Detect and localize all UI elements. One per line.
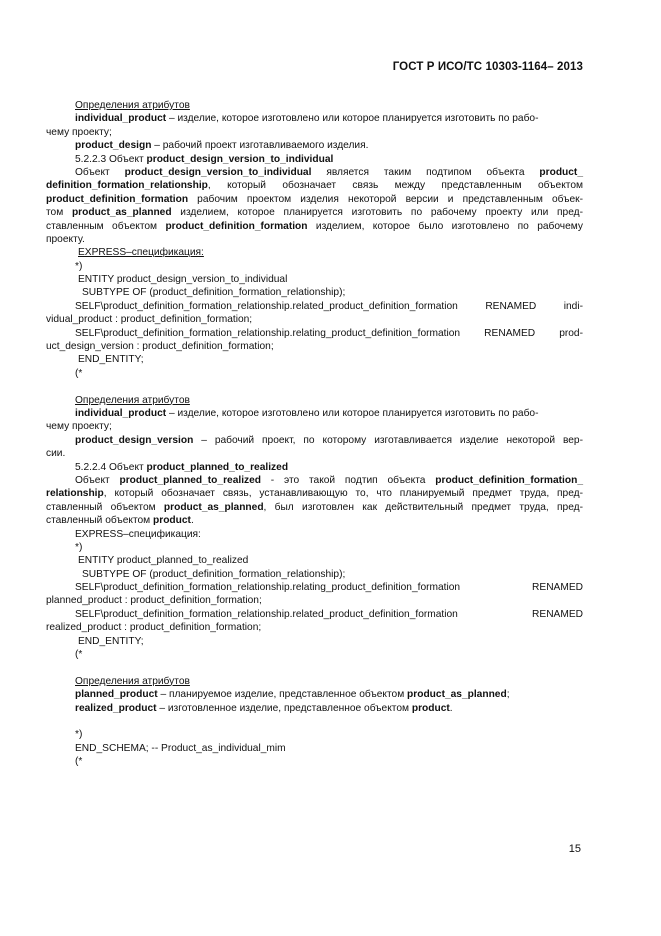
code-line: *)	[75, 729, 83, 741]
paragraph-line: product_definition_formation рабочим проектом изделия некоторой версии и представленным объек-	[46, 193, 583, 205]
code-line: ENTITY product_planned_to_realized	[78, 555, 249, 567]
attribute-definition-cont: чему проекту;	[46, 126, 112, 138]
paragraph-line: Объект product_design_version_to_individual является таким подтипом объекта product_	[75, 166, 583, 178]
code-line: SUBTYPE OF (product_definition_formation_relationship);	[82, 287, 346, 299]
code-line: (*	[75, 649, 83, 661]
paragraph-line: ставленным объектом product_definition_formation изделием, которое было изготовлено по рабочему	[46, 220, 583, 232]
attribute-definition: product_design – рабочий проект изготавливаемого изделия.	[75, 140, 369, 152]
attribute-definition: realized_product – изготовленное изделие, представленное объектом product.	[75, 702, 453, 714]
attribute-definition-cont: сии.	[46, 448, 66, 460]
code-line: SUBTYPE OF (product_definition_formation_relationship);	[82, 568, 346, 580]
paragraph-line: ставленный объектом product_as_planned, был изготовлен как действительный предмет труда, пред-	[46, 501, 583, 513]
code-line: (*	[75, 367, 83, 379]
code-line: SELF\product_definition_formation_relationship.related_product_definition_formation RENAMED	[75, 608, 583, 620]
code-line: (*	[75, 756, 83, 768]
code-line: END_ENTITY;	[78, 635, 144, 647]
express-label: EXPRESS–спецификация:	[75, 528, 201, 540]
code-line: planned_product : product_definition_formation;	[46, 595, 262, 607]
code-line: SELF\product_definition_formation_relationship.related_product_definition_formation RENAMED indi-	[75, 300, 583, 312]
section-heading: 5.2.2.4 Объект product_planned_to_realized	[75, 461, 289, 473]
code-line: END_SCHEMA; -- Product_as_individual_mim	[75, 742, 286, 754]
attribute-definition-cont: чему проекту;	[46, 421, 112, 433]
code-line: uct_design_version : product_definition_formation;	[46, 341, 274, 353]
attributes-heading: Определения атрибутов	[75, 394, 190, 406]
attributes-heading: Определения атрибутов	[75, 100, 190, 111]
attribute-definition: individual_product – изделие, которое изготовлено или которое планируется изготовить по рабо-	[75, 407, 539, 419]
paragraph-line: ставленный объектом product.	[46, 515, 194, 527]
code-line: END_ENTITY;	[78, 354, 144, 366]
paragraph-line: проекту.	[46, 233, 85, 245]
code-line: SELF\product_definition_formation_relationship.relating_product_definition_formation RENAMED	[75, 582, 583, 594]
paragraph-line: definition_formation_relationship, который обозначает связь между представленным объектом	[46, 180, 583, 192]
code-line: vidual_product : product_definition_formation;	[46, 314, 253, 326]
code-line: *)	[75, 541, 83, 553]
code-line: SELF\product_definition_formation_relationship.relating_product_definition_formation RENAMED prod-	[75, 327, 583, 339]
attribute-definition: planned_product – планируемое изделие, представленное объектом product_as_planned;	[75, 689, 510, 701]
code-line: *)	[75, 260, 83, 272]
standard-header: ГОСТ Р ИСО/ТС 10303-1164– 2013	[392, 61, 583, 73]
attributes-heading: Определения атрибутов	[75, 675, 190, 687]
section-heading: 5.2.2.3 Объект product_design_version_to_individual	[75, 153, 334, 165]
page-content	[46, 99, 583, 769]
paragraph-line: relationship, который обозначает связь, устанавливающую то, что планируемый предмет труда, пред-	[46, 488, 583, 500]
paragraph-line: Объект product_planned_to_realized - это такой подтип объекта product_definition_formation_	[75, 474, 583, 486]
code-line: ENTITY product_design_version_to_individual	[78, 274, 288, 286]
paragraph-line: том product_as_planned изделием, которое планируется изготовить по рабочему проекту или пред-	[46, 207, 583, 219]
attribute-definition: individual_product – изделие, которое изготовлено или которое планируется изготовить по рабо-	[75, 113, 539, 125]
express-label: EXPRESS–спецификация:	[78, 247, 204, 259]
code-line: realized_product : product_definition_formation;	[46, 622, 262, 634]
attribute-definition: product_design_version – рабочий проект, по которому изготавливается изделие некоторой вер-	[75, 434, 583, 446]
page-number: 15	[568, 843, 581, 855]
